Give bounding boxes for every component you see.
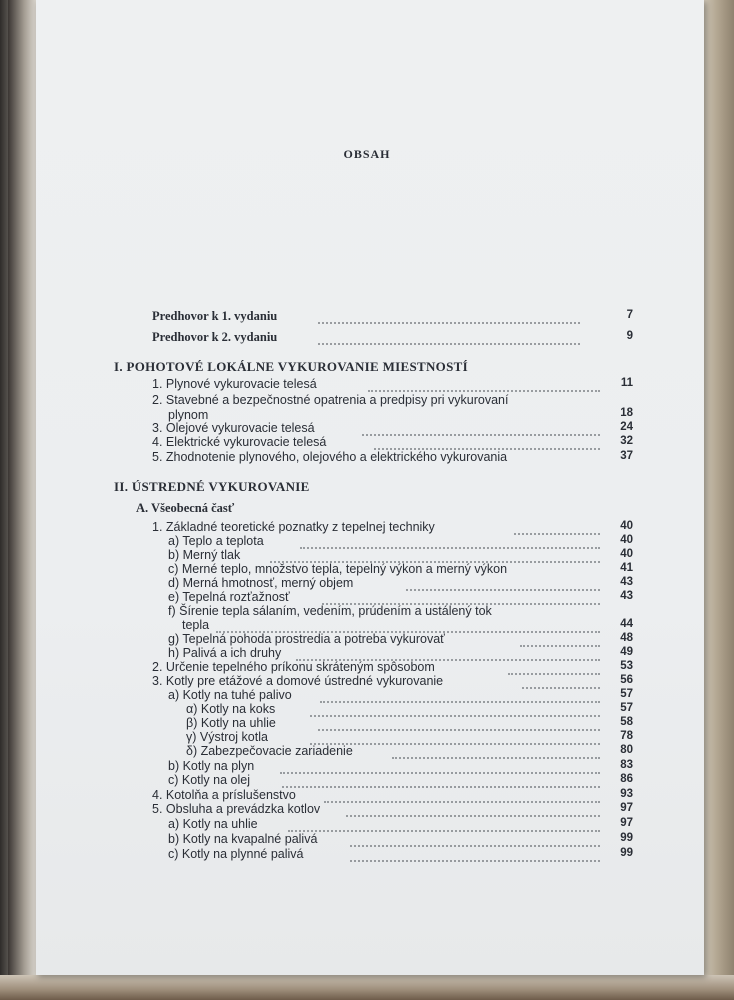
leader-dots — [350, 835, 600, 847]
ch2-item-page: 41 — [620, 562, 633, 574]
preface-2-label: Predhovor k 2. vydaniu — [152, 330, 278, 344]
ch1-item-page: 37 — [620, 450, 633, 462]
leader-dots — [282, 776, 600, 788]
ch2-item-page: 40 — [620, 548, 633, 560]
ch1-item: 4. Elektrické vykurovacie telesá — [152, 435, 327, 449]
ch2-item-page: 40 — [620, 520, 633, 532]
ch2-item: 2. Určenie tepelného príkonu skráteným spôsobom — [152, 660, 435, 674]
ch2-item: 4. Kotolňa a príslušenstvo — [152, 788, 296, 802]
ch2-item: b) Merný tlak — [168, 548, 241, 562]
ch2-item-page: 56 — [620, 674, 633, 686]
ch1-item: 3. Olejové vykurovacie telesá — [152, 421, 315, 435]
ch2-item-page: 97 — [620, 802, 633, 814]
ch2-item: γ) Výstroj kotla — [186, 730, 268, 744]
ch2-item-page: 57 — [620, 702, 633, 714]
leader-dots — [522, 677, 600, 689]
ch2-item: g) Tepelná pohoda prostredia a potreba vykurovať — [168, 632, 445, 646]
ch2-item-page: 40 — [620, 534, 633, 546]
ch2-item: 5. Obsluha a prevádzka kotlov — [152, 802, 321, 816]
ch2-item-page: 93 — [620, 788, 633, 800]
ch2-item: d) Merná hmotnosť, merný objem — [168, 576, 354, 590]
ch1-item-page: 32 — [620, 435, 633, 447]
ch2-item-page: 83 — [620, 759, 633, 771]
leader-dots — [320, 691, 600, 703]
ch2-item-page: 86 — [620, 773, 633, 785]
ch1-item-cont: plynom — [168, 408, 209, 422]
ch1-item-page: 11 — [620, 377, 633, 389]
ch2-item: b) Kotly na plyn — [168, 759, 255, 773]
ch2-item: 3. Kotly pre etážové a domové ústredné vykurovanie — [152, 674, 444, 688]
ch2-item-page: 97 — [620, 817, 633, 829]
ch2-item-page: 99 — [620, 832, 633, 844]
ch1-item: 5. Zhodnotenie plynového, olejového a elektrického vykurovania — [152, 450, 508, 464]
ch2-item-page: 58 — [620, 716, 633, 728]
ch2-item-page: 43 — [620, 576, 633, 588]
ch2-item-page: 99 — [620, 847, 633, 859]
leader-dots — [280, 762, 600, 774]
chapter-1-heading: I. POHOTOVÉ LOKÁLNE VYKUROVANIE MIESTNOSTÍ — [114, 359, 468, 374]
preface-1-label: Predhovor k 1. vydaniu — [152, 309, 278, 323]
ch2-item: c) Kotly na olej — [168, 773, 250, 787]
leader-dots — [362, 424, 600, 436]
ch1-item-page: 24 — [620, 421, 633, 433]
leader-dots — [300, 537, 600, 549]
preface-2-page: 9 — [626, 330, 633, 342]
leader-dots — [374, 438, 600, 450]
ch2-item: a) Kotly na uhlie — [168, 817, 258, 831]
leader-dots — [520, 635, 600, 647]
ch2-item: 1. Základné teoretické poznatky z tepelnej techniky — [152, 520, 435, 534]
leader-dots — [324, 791, 600, 803]
ch2-item: β) Kotly na uhlie — [186, 716, 276, 730]
leader-dots — [368, 380, 600, 392]
ch2-item-page: 43 — [620, 590, 633, 602]
leader-dots — [288, 820, 600, 832]
ch2-item-cont: tepla — [182, 618, 210, 632]
ch1-item: 1. Plynové vykurovacie telesá — [152, 377, 317, 391]
leader-dots — [310, 705, 600, 717]
ch2-item: δ) Zabezpečovacie zariadenie — [186, 744, 353, 758]
ch2-item: f) Šírenie tepla sálaním, vedením, prúdením a ustálený tok — [168, 604, 492, 618]
leader-dots — [318, 312, 580, 324]
leader-dots — [346, 805, 600, 817]
ch2-item: α) Kotly na koks — [186, 702, 276, 716]
leader-dots — [318, 333, 580, 345]
page-title: OBSAH — [343, 147, 391, 161]
leader-dots — [392, 747, 600, 759]
ch1-item: 2. Stavebné a bezpečnostné opatrenia a predpisy pri vykurovaní — [152, 393, 509, 407]
section-a-heading: A. Všeobecná časť — [136, 501, 235, 515]
page-stack-bottom — [0, 975, 734, 1000]
ch2-item-page: 53 — [620, 660, 633, 672]
ch2-item-page: 48 — [620, 632, 633, 644]
ch2-item-page: 57 — [620, 688, 633, 700]
ch2-item: h) Palivá a ich druhy — [168, 646, 282, 660]
chapter-2-heading: II. ÚSTREDNÉ VYKUROVANIE — [114, 479, 310, 494]
ch2-item: a) Kotly na tuhé palivo — [168, 688, 292, 702]
ch2-item: e) Tepelná rozťažnosť — [168, 590, 290, 604]
ch2-item: c) Merné teplo, množstvo tepla, tepelný výkon a merný výkon — [168, 562, 508, 576]
ch2-item: b) Kotly na kvapalné palivá — [168, 832, 318, 846]
leader-dots — [514, 523, 600, 535]
leader-dots — [310, 733, 600, 745]
preface-1-page: 7 — [626, 309, 633, 321]
ch2-item-page: 49 — [620, 646, 633, 658]
ch2-item-page: 80 — [620, 744, 633, 756]
ch1-item-page: 18 — [620, 407, 633, 419]
leader-dots — [318, 719, 600, 731]
ch2-item-page: 44 — [620, 618, 633, 630]
leader-dots — [406, 579, 600, 591]
leader-dots — [350, 850, 600, 862]
ch2-item-page: 78 — [620, 730, 633, 742]
ch2-item: a) Teplo a teplota — [168, 534, 264, 548]
ch2-item: c) Kotly na plynné palivá — [168, 847, 304, 861]
leader-dots — [508, 663, 600, 675]
